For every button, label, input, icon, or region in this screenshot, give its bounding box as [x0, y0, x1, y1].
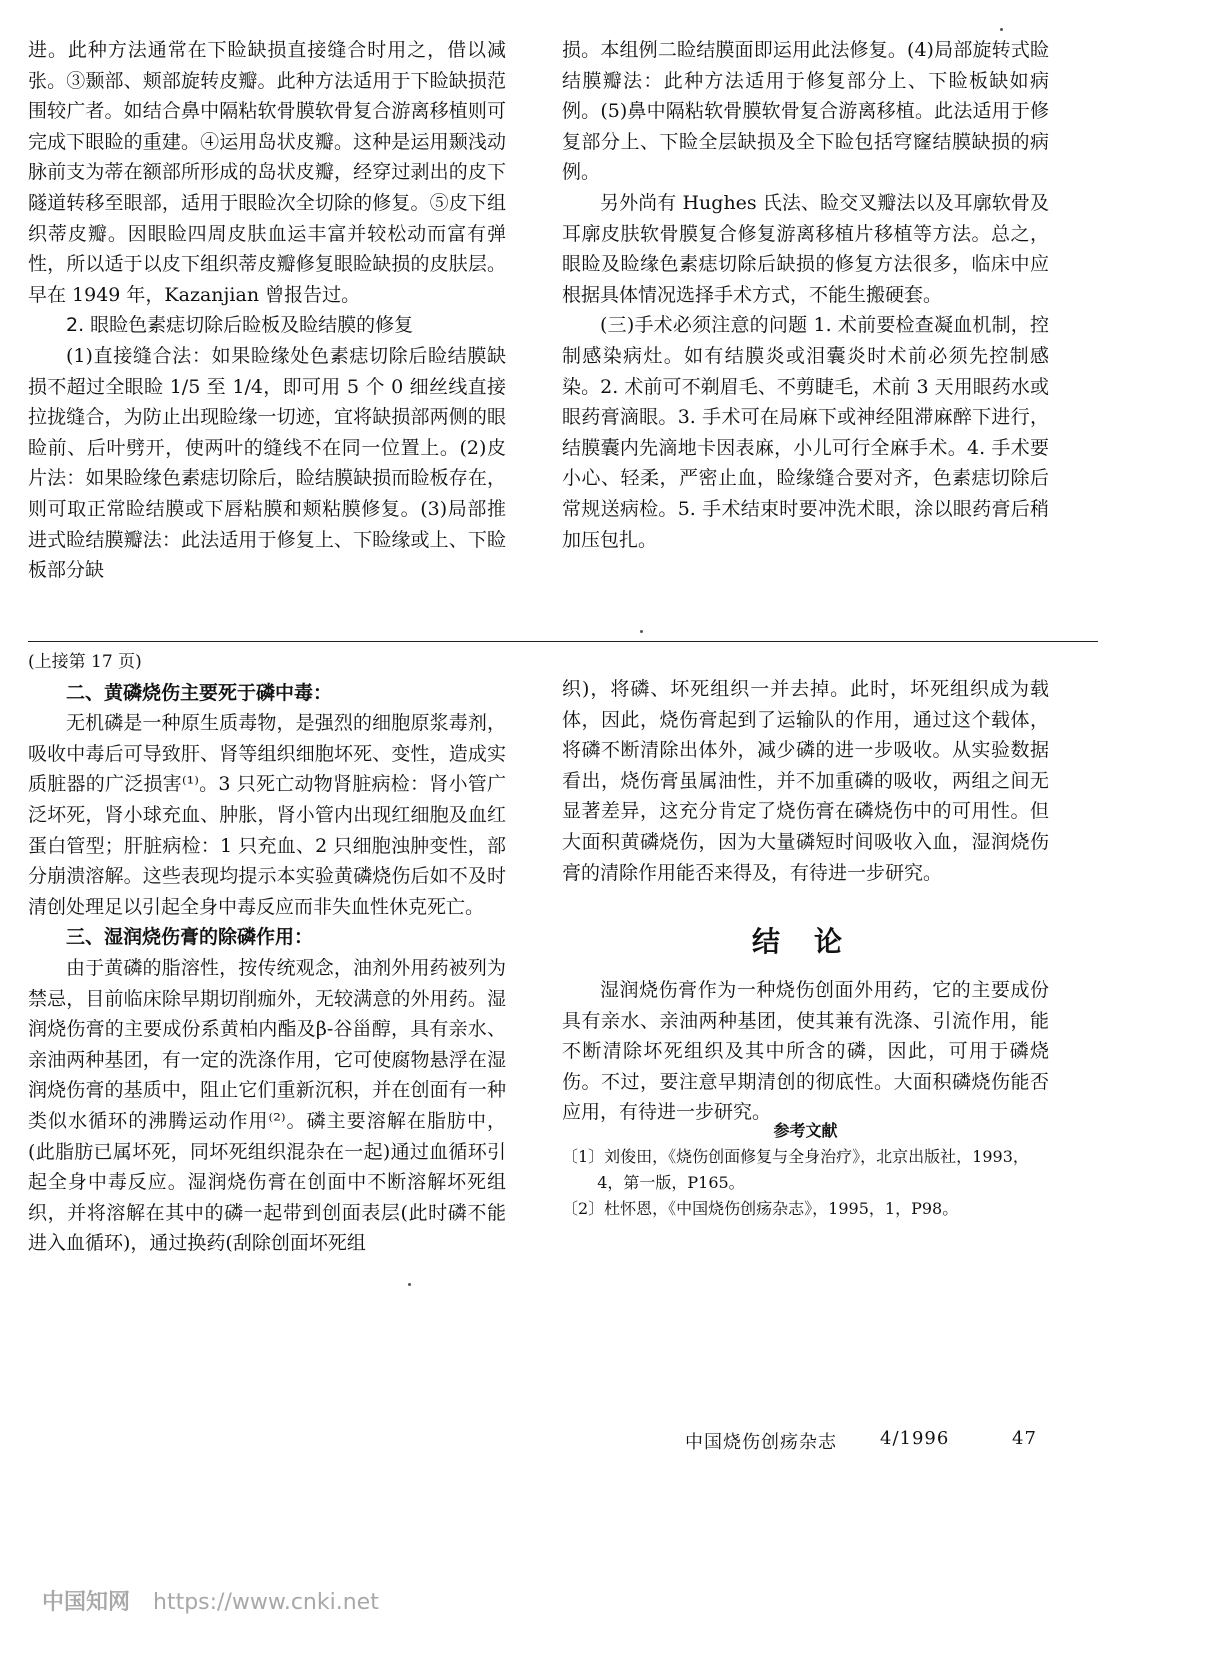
paragraph: 由于黄磷的脂溶性，按传统观念，油剂外用药被列为禁忌，目前临床除早期切削痂外，无较满意的外用药。湿润烧伤膏的主要成份系黄柏内酯及β-谷甾醇，具有亲水、亲油两种基团，有一定的洗涤作用，它可使腐物悬浮在湿润烧伤膏的基质中，阻止它们重新沉积，并在创面有一种类似水循环的沸腾运动作用⁽²⁾。磷主要溶解在脂肪中，(此脂肪已属坏死，同坏死组织混杂在一起)通过血循环引起全身中毒反应。湿润烧伤膏在创面中不断溶解坏死组织，并将溶解在其中的磷一起带到创面表层(此时磷不能进入血循环)，通过换药(刮除创面坏死组: [28, 956, 506, 1255]
upper-right-column: [562, 35, 1049, 555]
reference-item: 〔2〕杜怀恩，《中国烧伤创疡杂志》，1995，1，P98。: [562, 1199, 959, 1218]
watermark-brand: 中国知网: [42, 1590, 131, 1615]
references-title: 参考文献: [773, 1121, 838, 1140]
watermark-url: https://www.cnki.net: [153, 1590, 379, 1615]
scan-speck: [408, 1283, 411, 1286]
paragraph: 织)，将磷、坏死组织一并去掉。此时，坏死组织成为载体，因此，烧伤膏起到了运输队的作用，通过这个载体，将磷不断清除出体外，减少磷的进一步吸收。从实验数据看出，烧伤膏虽属油性，并不加重磷的吸收，两组之间无显著差异，这充分肯定了烧伤膏在磷烧伤中的可用性。但大面积黄磷烧伤，因为大量磷短时间吸收入血，湿润烧伤膏的清除作用能否来得及，有待进一步研究。: [562, 678, 1049, 884]
references: [562, 1118, 1049, 1222]
continued-note: (上接第 17 页): [28, 652, 142, 672]
section-divider: [28, 641, 1098, 642]
page-number: 47: [1012, 1428, 1037, 1449]
cnki-watermark: [42, 1585, 379, 1616]
paragraph: 损。本组例二睑结膜面即运用此法修复。(4)局部旋转式睑结膜瓣法：此种方法适用于修复部分上、下睑板缺如病例。(5)鼻中隔粘软骨膜软骨复合游离移植。此法适用于修复部分上、下睑全层缺损及全下睑包括穹窿结膜缺损的病例。: [562, 39, 1049, 184]
upper-left-column: [28, 35, 506, 586]
paragraph: 另外尚有 Hughes 氏法、睑交叉瓣法以及耳廓软骨及耳廓皮肤软骨膜复合修复游离移植片移植等方法。总之，眼睑及睑缘色素痣切除后缺损的修复方法很多，临床中应根据具体情况选择手术方式，不能生搬硬套。: [562, 191, 1049, 306]
lower-left-column: [28, 647, 506, 1259]
paragraph: (三)手术必须注意的问题 1. 术前要检查凝血机制，控制感染病灶。如有结膜炎或泪囊炎时术前必须先控制感染。2. 术前可不剃眉毛、不剪睫毛，术前 3 天用眼药水或眼药膏滴眼。3. 手术可在局麻下或神经阻滞麻醉下进行，结膜囊内先滴地卡因表麻，小儿可行全麻手术。4. 手术要小心、轻柔，严密止血，睑缘缝合要对齐，色素痣切除后常规送病检。5. 手术结束时要冲洗术眼，涂以眼药膏后稍加压包扎。: [562, 314, 1049, 551]
issue-number: 4/1996: [880, 1428, 950, 1449]
lower-right-column: [562, 674, 1049, 888]
section-heading: 二、黄磷烧伤主要死于磷中毒：: [66, 681, 333, 704]
scan-speck: [640, 630, 643, 633]
journal-name: 中国烧伤创疡杂志: [685, 1432, 837, 1453]
paragraph: 无机磷是一种原生质毒物，是强烈的细胞原浆毒剂，吸收中毒后可导致肝、肾等组织细胞坏死、变性，造成实质脏器的广泛损害⁽¹⁾。3 只死亡动物肾脏病检：肾小管广泛坏死，肾小球充血、肿胀，肾小管内出现红细胞及血红蛋白管型；肝脏病检：1 只充血、2 只细胞浊肿变性，部分崩溃溶解。这些表现均提示本实验黄磷烧伤后如不及时清创处理足以引起全身中毒反应而非失血性休克死亡。: [28, 712, 506, 918]
paragraph: 湿润烧伤膏作为一种烧伤创面外用药，它的主要成份具有亲水、亲油两种基团，使其兼有洗涤、引流作用，能不断清除坏死组织及其中所含的磷，因此，可用于磷烧伤。不过，要注意早期清创的彻底性。大面积磷烧伤能否应用，有待进一步研究。: [562, 979, 1049, 1124]
reference-item: 〔1〕刘俊田，《烧伤创面修复与全身治疗》，北京出版社，1993，4，第一版，P165。: [562, 1147, 1029, 1192]
section-heading: 2. 眼睑色素痣切除后睑板及睑结膜的修复: [66, 314, 414, 337]
paragraph: 进。此种方法通常在下睑缺损直接缝合时用之，借以减张。③颞部、颊部旋转皮瓣。此种方法适用于下睑缺损范围较广者。如结合鼻中隔粘软骨膜软骨复合游离移植则可完成下眼睑的重建。④运用岛状皮瓣。这种是运用颞浅动脉前支为蒂在额部所形成的岛状皮瓣，经穿过剥出的皮下隧道转移至眼部，适用于眼睑次全切除的修复。⑤皮下组织蒂皮瓣。因眼睑四周皮肤血运丰富并较松动而富有弹性，所以适于以皮下组织蒂皮瓣修复眼睑缺损的皮肤层。早在 1949 年，Kazanjian 曾报告过。: [28, 39, 506, 306]
conclusion-body: [562, 975, 1049, 1128]
scan-speck: [1000, 28, 1003, 31]
paragraph: (1)直接缝合法：如果睑缘处色素痣切除后睑结膜缺损不超过全眼睑 1/5 至 1/4，即可用 5 个 0 细丝线直接拉拢缝合，为防止出现睑缘一切迹，宜将缺损部两侧的眼睑前、后叶劈开，使两叶的缝线不在同一位置上。(2)皮片法：如果睑缘色素痣切除后，睑结膜缺损而睑板存在，则可取正常睑结膜或下唇粘膜和颊粘膜修复。(3)局部推进式睑结膜瓣法：此法适用于修复上、下睑缘或上、下睑板部分缺: [28, 344, 506, 582]
section-heading: 三、湿润烧伤膏的除磷作用：: [66, 926, 314, 949]
conclusion-title: 结论: [752, 925, 877, 958]
